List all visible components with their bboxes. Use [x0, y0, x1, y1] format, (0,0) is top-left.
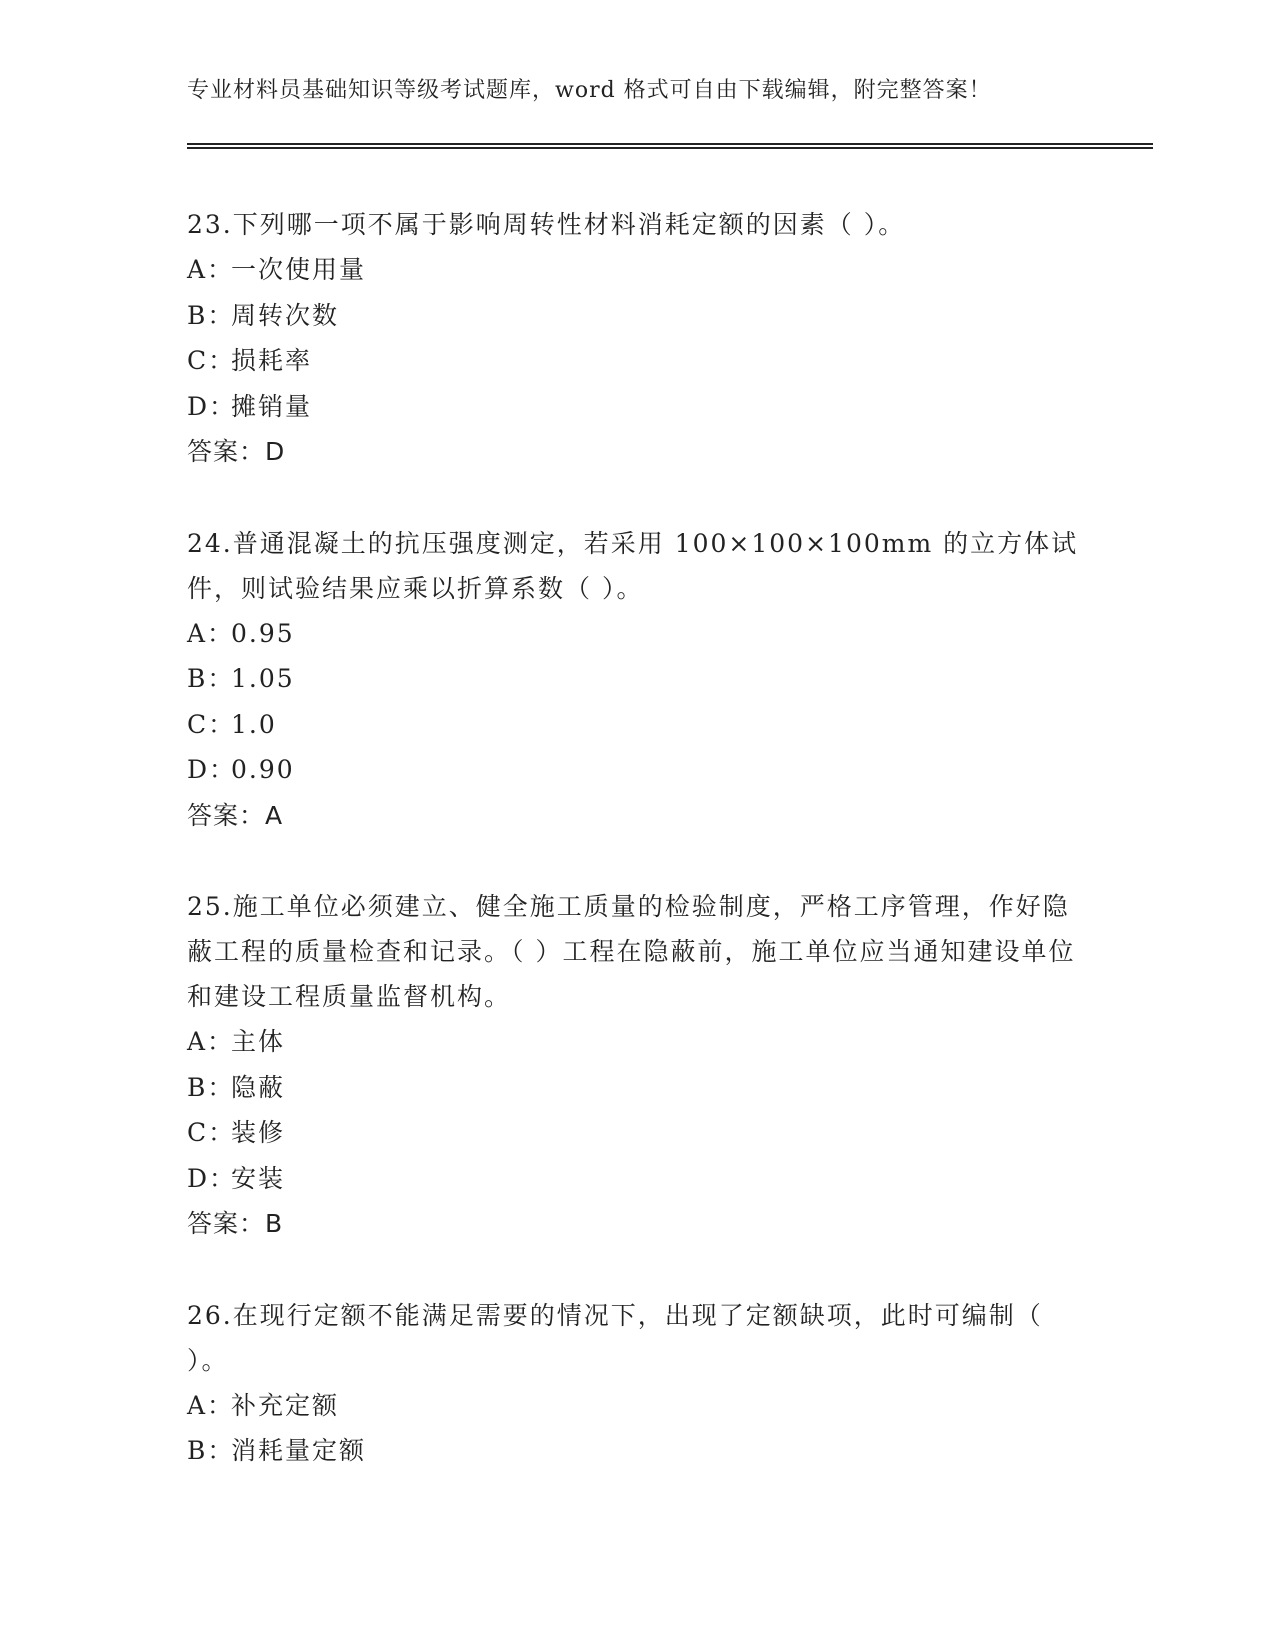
option-text: 0.95 — [231, 618, 295, 648]
header-divider — [187, 143, 1153, 149]
question-stem: 26.在现行定额不能满足需要的情况下，出现了定额缺项，此时可编制（ ）。 — [187, 1300, 1043, 1375]
answer-line: 答案：D — [187, 437, 286, 466]
option-text: 消耗量定额 — [231, 1436, 367, 1465]
option-key: B： — [187, 300, 235, 330]
question-list — [187, 202, 1087, 1520]
option-key: C： — [187, 709, 236, 739]
option-text: 补充定额 — [231, 1390, 340, 1420]
option-b — [187, 1065, 1087, 1111]
option-a — [187, 1383, 1087, 1429]
question-25 — [187, 884, 1087, 1247]
option-key: D： — [187, 755, 237, 784]
option-text: 装修 — [231, 1118, 286, 1147]
option-key: B： — [187, 664, 235, 693]
option-key: A： — [187, 1390, 235, 1420]
answer-line: 答案：B — [187, 1209, 284, 1238]
option-text: 0.90 — [231, 755, 295, 784]
option-text: 一次使用量 — [231, 255, 367, 284]
question-23 — [187, 202, 1087, 475]
question-stem: 25.施工单位必须建立、健全施工质量的检验制度，严格工序管理，作好隐蔽工程的质量检查和记录。（ ）工程在隐蔽前，施工单位应当通知建设单位和建设工程质量监督机构。 — [187, 892, 1076, 1011]
answer-line: 答案：A — [187, 800, 284, 830]
question-24 — [187, 521, 1087, 839]
option-d — [187, 747, 1087, 793]
option-text: 主体 — [231, 1027, 286, 1056]
option-key: A： — [187, 618, 235, 648]
option-text: 损耗率 — [231, 346, 313, 375]
option-b — [187, 293, 1087, 339]
option-text: 安装 — [231, 1163, 286, 1193]
option-text: 1.0 — [231, 709, 277, 739]
option-key: A： — [187, 1027, 235, 1056]
option-text: 1.05 — [231, 664, 295, 693]
option-c — [187, 702, 1087, 748]
option-a — [187, 1019, 1087, 1065]
question-26 — [187, 1293, 1087, 1474]
option-key: A： — [187, 255, 235, 284]
option-b — [187, 1428, 1087, 1474]
question-stem: 24.普通混凝土的抗压强度测定，若采用 100×100×100mm 的立方体试件，则试验结果应乘以折算系数（ ）。 — [187, 528, 1079, 603]
option-key: B： — [187, 1072, 235, 1102]
option-d — [187, 1156, 1087, 1202]
option-c — [187, 1110, 1087, 1156]
option-text: 摊销量 — [231, 391, 313, 421]
option-key: D： — [187, 391, 237, 421]
option-key: B： — [187, 1436, 235, 1465]
question-stem: 23.下列哪一项不属于影响周转性材料消耗定额的因素（ ）。 — [187, 210, 906, 239]
option-text: 隐蔽 — [231, 1072, 286, 1102]
option-key: C： — [187, 346, 236, 375]
option-a — [187, 611, 1087, 657]
option-b — [187, 656, 1087, 702]
page-header: 专业材料员基础知识等级考试题库，word 格式可自由下载编辑，附完整答案！ — [187, 78, 992, 103]
option-a — [187, 247, 1087, 293]
option-c — [187, 338, 1087, 384]
option-d — [187, 384, 1087, 430]
option-key: D： — [187, 1163, 237, 1193]
option-text: 周转次数 — [231, 300, 340, 330]
option-key: C： — [187, 1118, 236, 1147]
